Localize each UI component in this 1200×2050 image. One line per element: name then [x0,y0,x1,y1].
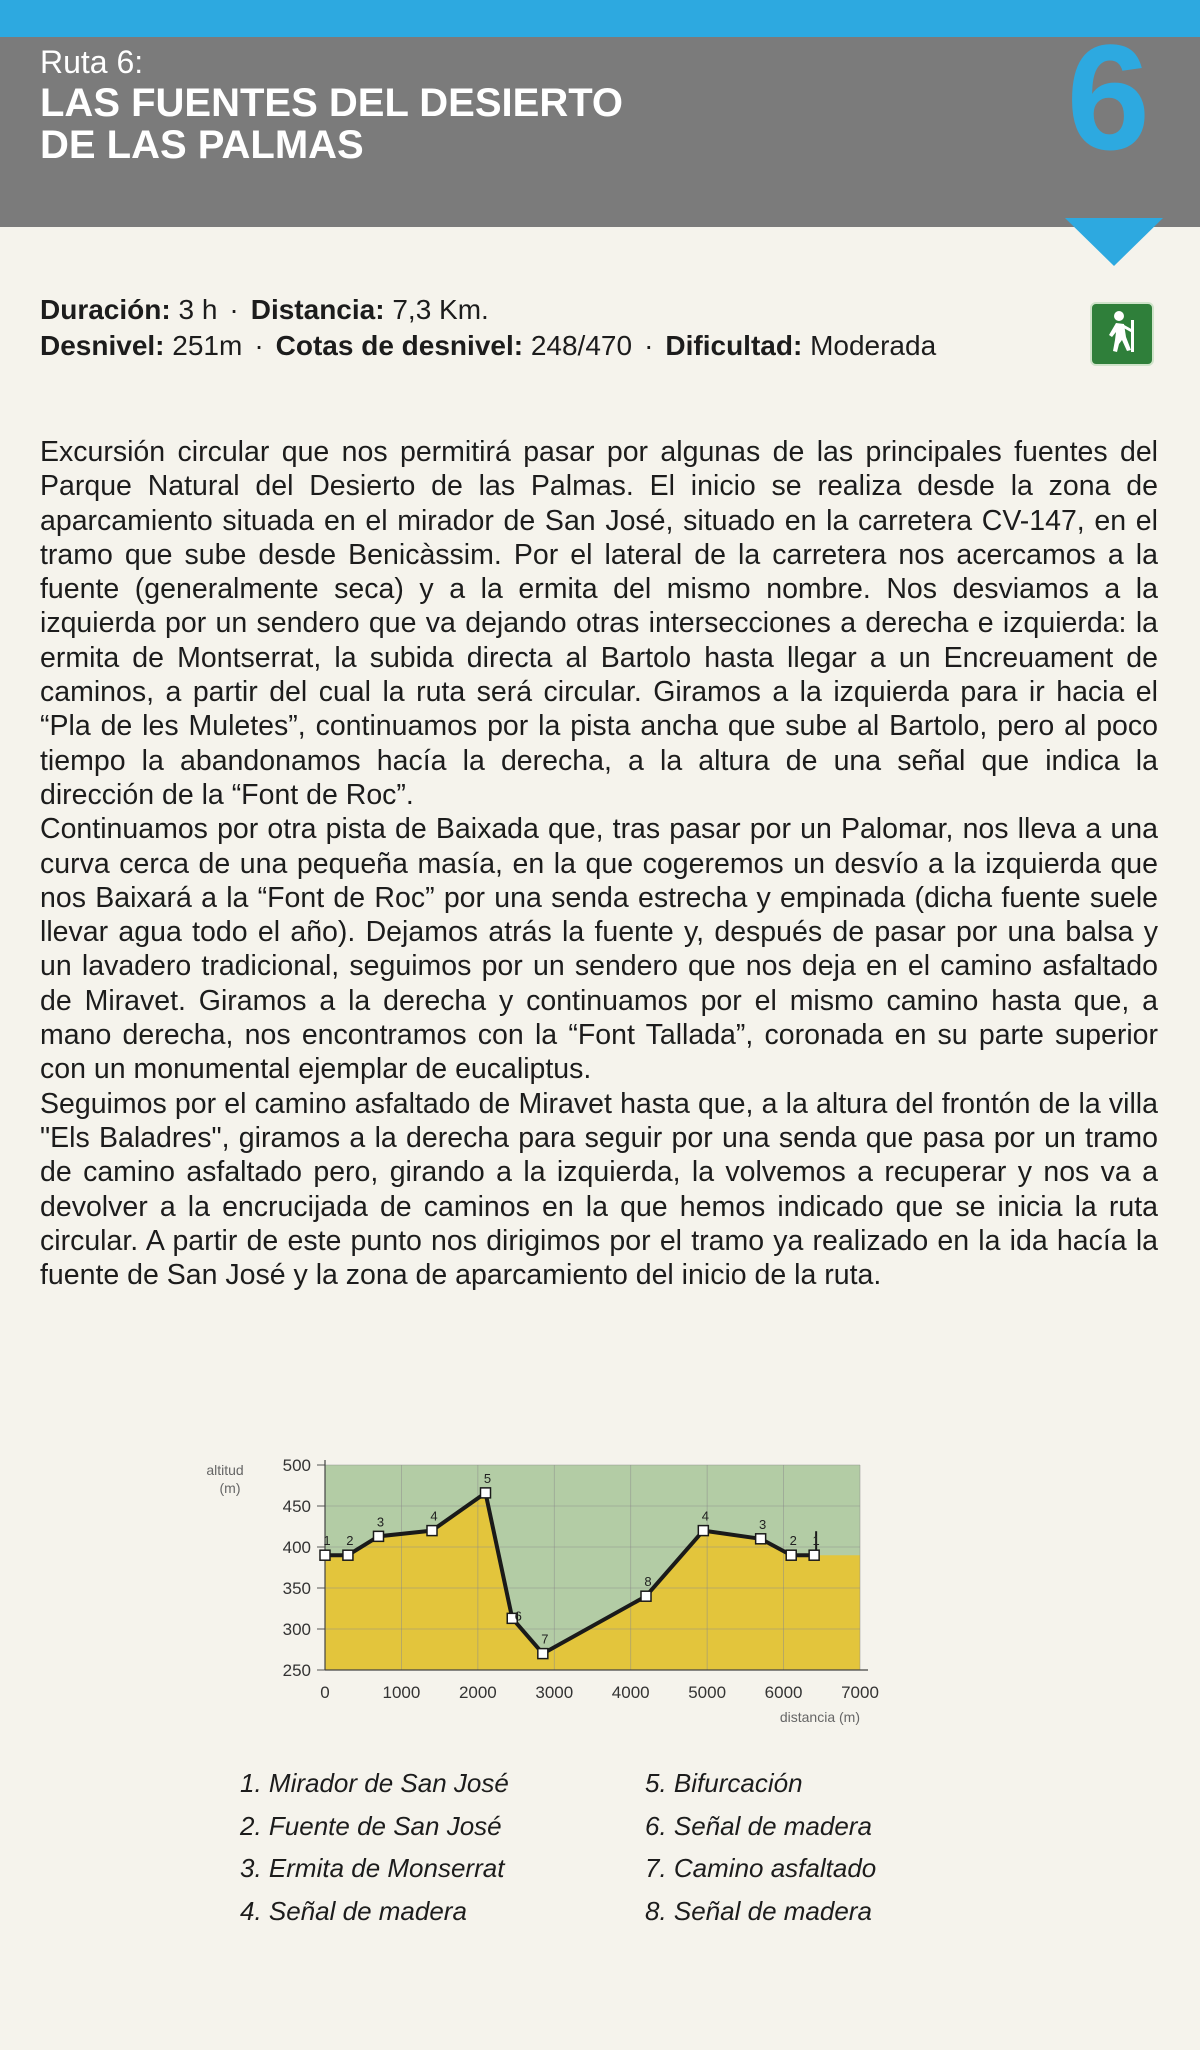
waypoint-marker [343,1550,353,1560]
elevation-label: Desnivel: [40,330,165,361]
waypoint-marker [786,1550,796,1560]
x-tick-label: 7000 [841,1683,879,1702]
waypoint-marker [641,1591,651,1601]
x-tick-label: 3000 [535,1683,574,1702]
waypoint-marker [427,1526,437,1536]
legend-item: 4. Señal de madera [240,1895,467,1926]
y-tick-label: 400 [282,1538,311,1557]
distance-label: Distancia: [250,294,385,325]
route-number: 6 [1066,13,1150,181]
hiker-icon-glyph [1092,304,1152,364]
waypoint-label: 6 [514,1608,522,1624]
waypoint-marker [320,1550,330,1560]
waypoint-label: 4 [430,1508,438,1524]
waypoint-label: 3 [376,1514,385,1530]
y-tick-label: 300 [282,1620,311,1639]
waypoint-label: 1 [812,1533,820,1549]
legend-item: 3. Ermita de Monserrat [240,1853,505,1883]
legend-column-left [240,1762,509,1932]
duration-value: 3 h [178,294,218,325]
description-paragraph-3: Seguimos por el camino asfaltado de Miravet hasta que, a la altura del frontón de la villa "Els Baladres", giramos a la derecha para seguir por una senda que pasa por un tramo de camino asfaltado pero, girando a la izquierda, la volvemos a recuperar y nos va a devolver a la encrucijada de caminos en la que hemos indicado que se inicia la ruta circular. A partir de este punto nos dirigimos por el tramo ya realizado en la ida hacía la fuente de San José y la zona de aparcamiento del inicio de la ruta. [40,1087,1158,1292]
x-tick-label: 4000 [611,1683,650,1702]
heights-label: Cotas de desnivel: [275,330,524,361]
info-line-1 [40,292,936,328]
legend-column-right [645,1762,876,1932]
route-title [40,82,740,166]
route-info [40,292,936,364]
header-notch-arrow [1065,218,1163,266]
route-title-line-1: LAS FUENTES DEL DESIERTO [40,81,624,125]
x-tick-label: 2000 [458,1683,497,1702]
waypoint-label: 4 [701,1508,709,1524]
waypoint-label: 2 [346,1533,354,1549]
difficulty-label: Dificultad: [665,330,803,361]
waypoint-label: 7 [541,1631,549,1647]
route-subtitle: Ruta 6: [40,44,144,80]
x-tick-label: 1000 [382,1683,421,1702]
info-separator: · [644,330,654,361]
waypoint-marker [538,1649,548,1659]
hiker-icon [1090,302,1154,366]
legend-item: 2. Fuente de San José [240,1810,502,1841]
route-title-line-2: DE LAS PALMAS [40,123,364,167]
x-tick-label: 5000 [688,1683,727,1702]
legend-item: 6. Señal de madera [645,1810,872,1841]
y-axis-unit-label: (m) [219,1480,241,1496]
duration-label: Duración: [40,294,171,325]
route-description [40,435,1158,1292]
y-tick-label: 250 [282,1661,311,1680]
waypoint-marker [756,1534,766,1544]
elevation-chart-svg [190,1445,910,1765]
x-tick-label: 6000 [764,1683,803,1702]
waypoint-marker [698,1526,708,1536]
waypoint-marker [809,1550,819,1560]
top-accent-bar [0,0,1200,37]
waypoint-label: 8 [644,1574,652,1590]
y-tick-label: 500 [282,1456,311,1475]
elevation-profile-chart [190,1445,910,1765]
description-paragraph-1: Excursión circular que nos permitirá pasar por algunas de las principales fuentes del Parque Natural del Desierto de las Palmas. El inicio se realiza desde la zona de aparcamiento situada en el mirador de San José, situado en la carretera CV-147, en el tramo que sube desde Benicàssim. Por el lateral de la carretera nos acercamos a la fuente (generalmente seca) y a la ermita del mismo nombre. Nos desviamos a la izquierda por un sendero que va dejando otras intersecciones a derecha e izquierda: la ermita de Montserrat, la subida directa al Bartolo hasta llegar a un Encreuament de caminos, a partir del cual la ruta será circular. Giramos a la izquierda para ir hacia el “Pla de les Muletes”, continuamos por la pista ancha que sube al Bartolo, pero al poco tiempo la abandonamos hacía la derecha, a la altura de una señal que indica la dirección de la “Font de Roc”. [40,436,1158,811]
legend-item: 1. Mirador de San José [240,1768,509,1798]
legend-item: 8. Señal de madera [645,1895,872,1926]
x-tick-label: 0 [320,1683,330,1702]
description-paragraph-2: Continuamos por otra pista de Baixada que, tras pasar por un Palomar, nos lleva a una curva cerca de una pequeña masía, en la que cogeremos un desvío a la izquierda que nos Baixará a la “Font de Roc” por una senda estrecha y empinada (dicha fuente suele llevar agua todo el año). Dejamos atrás la fuente y, después de pasar por una balsa y un lavadero tradicional, seguimos por un sendero que nos deja en el camino asfaltado de Miravet. Giramos a la derecha y continuamos por el mismo camino hasta que, a mano derecha, nos encontramos con la “Font Tallada”, coronada en su parte superior con un monumental ejemplar de eucaliptus. [40,813,1158,1086]
info-separator: · [229,294,239,325]
legend-item: 7. Camino asfaltado [645,1853,877,1883]
waypoint-label: 3 [759,1516,767,1532]
waypoint-label: 5 [483,1470,492,1486]
x-axis-label: distancia (m) [779,1709,860,1725]
waypoint-marker [374,1531,384,1541]
info-separator: · [254,330,264,361]
legend-item: 5. Bifurcación [645,1768,803,1798]
waypoint-marker [481,1488,491,1498]
y-axis-label: altitud [206,1462,244,1478]
distance-value: 7,3 Km. [392,294,489,325]
info-line-2 [40,328,936,364]
y-tick-label: 450 [282,1497,311,1516]
y-tick-label: 350 [282,1579,311,1598]
waypoint-label: 1 [323,1533,331,1549]
difficulty-value: Moderada [810,330,937,361]
heights-value: 248/470 [530,330,633,361]
elevation-value: 251m [172,330,243,361]
waypoint-label: 2 [789,1533,797,1549]
